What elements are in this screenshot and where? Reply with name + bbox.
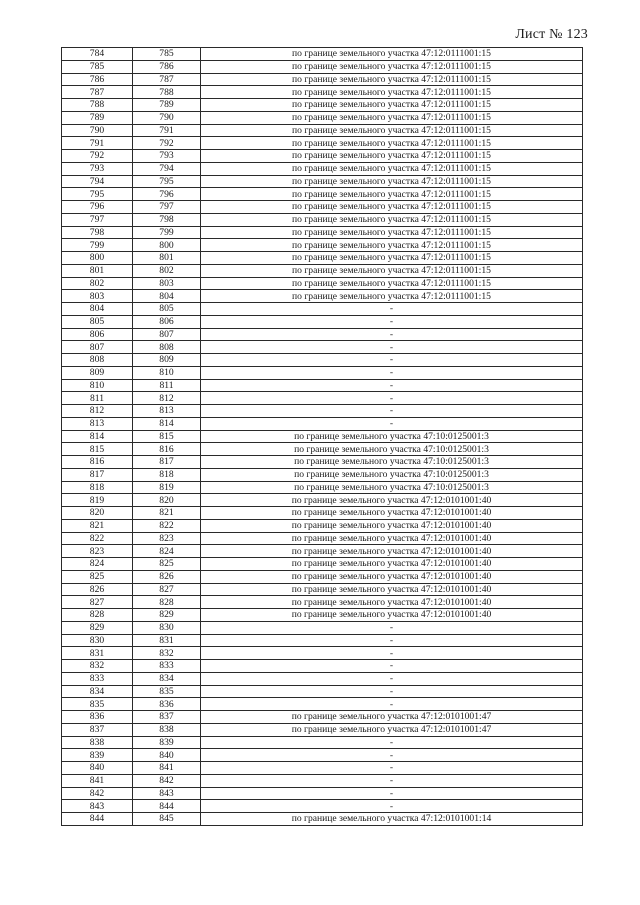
table-row [62,672,583,685]
boundary-description-cell: - [201,774,583,787]
table-row [62,532,583,545]
table-row [62,99,583,112]
boundary-description-cell: по границе земельного участка 47:12:0111001:15 [201,264,583,277]
table-row [62,150,583,163]
boundary-description-cell: по границе земельного участка 47:12:0111001:15 [201,60,583,73]
table-row [62,226,583,239]
point-from-cell: 790 [62,124,133,137]
boundary-description-cell: по границе земельного участка 47:10:0125001:3 [201,456,583,469]
point-to-cell: 788 [133,86,201,99]
boundary-description-cell: - [201,621,583,634]
point-to-cell: 845 [133,813,201,826]
point-to-cell: 821 [133,507,201,520]
point-from-cell: 821 [62,519,133,532]
boundary-description-cell: по границе земельного участка 47:12:0111001:15 [201,290,583,303]
table-row [62,621,583,634]
table-row [62,60,583,73]
table-row [62,660,583,673]
table-row [62,558,583,571]
point-from-cell: 820 [62,507,133,520]
point-to-cell: 791 [133,124,201,137]
point-to-cell: 810 [133,366,201,379]
point-from-cell: 794 [62,175,133,188]
table-row [62,787,583,800]
point-from-cell: 842 [62,787,133,800]
table-row [62,201,583,214]
table-row [62,634,583,647]
boundary-description-cell: - [201,328,583,341]
table-row [62,545,583,558]
point-from-cell: 808 [62,354,133,367]
point-to-cell: 812 [133,392,201,405]
point-from-cell: 789 [62,111,133,124]
table-row [62,73,583,86]
point-from-cell: 795 [62,188,133,201]
table-row [62,749,583,762]
point-from-cell: 828 [62,609,133,622]
table-row [62,430,583,443]
point-from-cell: 784 [62,48,133,61]
table-row [62,264,583,277]
point-to-cell: 794 [133,162,201,175]
boundary-description-cell: по границе земельного участка 47:12:0111001:15 [201,277,583,290]
table-row [62,328,583,341]
boundary-description-cell: - [201,762,583,775]
table-row [62,494,583,507]
point-from-cell: 832 [62,660,133,673]
boundary-description-cell: - [201,417,583,430]
point-to-cell: 829 [133,609,201,622]
boundary-description-cell: - [201,366,583,379]
table-row [62,507,583,520]
point-from-cell: 800 [62,252,133,265]
boundary-description-cell: по границе земельного участка 47:12:0111001:15 [201,239,583,252]
table-row [62,596,583,609]
point-to-cell: 820 [133,494,201,507]
table-row [62,417,583,430]
point-from-cell: 799 [62,239,133,252]
point-to-cell: 827 [133,583,201,596]
point-from-cell: 825 [62,570,133,583]
boundary-description-cell: - [201,379,583,392]
point-from-cell: 833 [62,672,133,685]
point-from-cell: 812 [62,405,133,418]
boundary-description-cell: - [201,354,583,367]
boundary-description-cell: по границе земельного участка 47:12:0111001:15 [201,201,583,214]
point-from-cell: 843 [62,800,133,813]
table-row [62,213,583,226]
point-from-cell: 813 [62,417,133,430]
table-row [62,379,583,392]
point-to-cell: 795 [133,175,201,188]
point-to-cell: 814 [133,417,201,430]
boundary-description-cell: по границе земельного участка 47:12:0101001:47 [201,723,583,736]
boundary-description-cell: по границе земельного участка 47:12:0111001:15 [201,226,583,239]
point-from-cell: 796 [62,201,133,214]
point-to-cell: 803 [133,277,201,290]
point-from-cell: 797 [62,213,133,226]
boundary-description-cell: по границе земельного участка 47:12:0111001:15 [201,86,583,99]
boundary-description-cell: - [201,303,583,316]
point-to-cell: 816 [133,443,201,456]
point-to-cell: 811 [133,379,201,392]
boundary-description-table [61,47,583,826]
table-row [62,468,583,481]
point-from-cell: 809 [62,366,133,379]
table-row [62,162,583,175]
point-from-cell: 806 [62,328,133,341]
point-from-cell: 791 [62,137,133,150]
table-row [62,303,583,316]
point-to-cell: 792 [133,137,201,150]
point-to-cell: 805 [133,303,201,316]
point-to-cell: 787 [133,73,201,86]
boundary-description-cell: по границе земельного участка 47:12:0101001:40 [201,545,583,558]
point-to-cell: 815 [133,430,201,443]
point-from-cell: 839 [62,749,133,762]
point-from-cell: 844 [62,813,133,826]
boundary-description-cell: по границе земельного участка 47:12:0101001:40 [201,519,583,532]
table-row [62,609,583,622]
point-to-cell: 801 [133,252,201,265]
point-to-cell: 844 [133,800,201,813]
boundary-description-cell: по границе земельного участка 47:10:0125001:3 [201,443,583,456]
point-to-cell: 785 [133,48,201,61]
point-from-cell: 804 [62,303,133,316]
boundary-description-cell: - [201,685,583,698]
table-row [62,519,583,532]
boundary-description-cell: по границе земельного участка 47:12:0101001:40 [201,570,583,583]
point-from-cell: 805 [62,315,133,328]
table-row [62,137,583,150]
point-to-cell: 825 [133,558,201,571]
table-row [62,277,583,290]
table-row [62,443,583,456]
point-to-cell: 834 [133,672,201,685]
point-from-cell: 802 [62,277,133,290]
table-row [62,698,583,711]
point-to-cell: 808 [133,341,201,354]
table-row [62,392,583,405]
table-row [62,456,583,469]
point-to-cell: 802 [133,264,201,277]
boundary-description-cell: - [201,698,583,711]
point-from-cell: 787 [62,86,133,99]
point-from-cell: 811 [62,392,133,405]
point-to-cell: 789 [133,99,201,112]
table-row [62,366,583,379]
boundary-description-cell: по границе земельного участка 47:12:0111001:15 [201,137,583,150]
boundary-description-cell: по границе земельного участка 47:12:0111001:15 [201,162,583,175]
point-from-cell: 824 [62,558,133,571]
point-from-cell: 830 [62,634,133,647]
boundary-description-cell: по границе земельного участка 47:12:0101001:40 [201,596,583,609]
point-from-cell: 837 [62,723,133,736]
table-row [62,315,583,328]
table-row [62,762,583,775]
boundary-description-cell: по границе земельного участка 47:12:0111001:15 [201,48,583,61]
point-from-cell: 786 [62,73,133,86]
point-from-cell: 827 [62,596,133,609]
point-to-cell: 817 [133,456,201,469]
boundary-description-cell: - [201,634,583,647]
boundary-description-cell: по границе земельного участка 47:12:0101001:47 [201,711,583,724]
point-from-cell: 818 [62,481,133,494]
point-to-cell: 804 [133,290,201,303]
boundary-description-cell: - [201,800,583,813]
point-to-cell: 822 [133,519,201,532]
table-row [62,175,583,188]
point-from-cell: 810 [62,379,133,392]
point-to-cell: 840 [133,749,201,762]
table-body [62,48,583,826]
point-to-cell: 826 [133,570,201,583]
boundary-description-cell: по границе земельного участка 47:12:0101001:40 [201,583,583,596]
point-from-cell: 816 [62,456,133,469]
table-row [62,481,583,494]
table-row [62,252,583,265]
boundary-description-cell: - [201,647,583,660]
point-from-cell: 822 [62,532,133,545]
table-row [62,48,583,61]
sheet-number: Лист № 123 [515,27,588,42]
point-from-cell: 819 [62,494,133,507]
boundary-description-cell: - [201,749,583,762]
boundary-description-cell: по границе земельного участка 47:12:0101001:14 [201,813,583,826]
point-from-cell: 801 [62,264,133,277]
point-to-cell: 824 [133,545,201,558]
point-from-cell: 834 [62,685,133,698]
point-to-cell: 799 [133,226,201,239]
table-row [62,239,583,252]
boundary-description-cell: по границе земельного участка 47:12:0101001:40 [201,558,583,571]
point-from-cell: 785 [62,60,133,73]
boundary-description-cell: по границе земельного участка 47:12:0111001:15 [201,124,583,137]
point-from-cell: 817 [62,468,133,481]
boundary-description-cell: - [201,392,583,405]
boundary-description-cell: по границе земельного участка 47:12:0101001:40 [201,507,583,520]
table-row [62,354,583,367]
point-from-cell: 815 [62,443,133,456]
point-to-cell: 796 [133,188,201,201]
point-to-cell: 819 [133,481,201,494]
point-to-cell: 807 [133,328,201,341]
point-from-cell: 835 [62,698,133,711]
point-to-cell: 841 [133,762,201,775]
boundary-description-cell: - [201,341,583,354]
boundary-description-cell: по границе земельного участка 47:12:0111001:15 [201,188,583,201]
boundary-description-cell: - [201,315,583,328]
point-to-cell: 830 [133,621,201,634]
point-to-cell: 793 [133,150,201,163]
table-row [62,647,583,660]
point-from-cell: 807 [62,341,133,354]
table-row [62,124,583,137]
table-row [62,111,583,124]
boundary-description-cell: по границе земельного участка 47:12:0111001:15 [201,175,583,188]
point-from-cell: 826 [62,583,133,596]
point-from-cell: 823 [62,545,133,558]
point-to-cell: 797 [133,201,201,214]
point-to-cell: 806 [133,315,201,328]
boundary-description-cell: по границе земельного участка 47:12:0111001:15 [201,73,583,86]
point-to-cell: 798 [133,213,201,226]
point-to-cell: 838 [133,723,201,736]
point-from-cell: 788 [62,99,133,112]
boundary-description-cell: по границе земельного участка 47:12:0101001:40 [201,494,583,507]
point-from-cell: 831 [62,647,133,660]
table-row [62,736,583,749]
boundary-description-cell: по границе земельного участка 47:10:0125001:3 [201,468,583,481]
point-to-cell: 842 [133,774,201,787]
table-row [62,405,583,418]
table-row [62,774,583,787]
boundary-description-cell: по границе земельного участка 47:10:0125001:3 [201,430,583,443]
point-from-cell: 841 [62,774,133,787]
point-to-cell: 835 [133,685,201,698]
table-row [62,711,583,724]
point-to-cell: 833 [133,660,201,673]
boundary-description-cell: по границе земельного участка 47:12:0111001:15 [201,213,583,226]
boundary-description-cell: по границе земельного участка 47:12:0111001:15 [201,99,583,112]
point-from-cell: 838 [62,736,133,749]
point-to-cell: 790 [133,111,201,124]
boundary-description-cell: по границе земельного участка 47:12:0101001:40 [201,609,583,622]
table-row [62,290,583,303]
point-to-cell: 843 [133,787,201,800]
point-from-cell: 829 [62,621,133,634]
point-to-cell: 786 [133,60,201,73]
table-row [62,723,583,736]
table-row [62,188,583,201]
boundary-description-cell: по границе земельного участка 47:12:0111001:15 [201,252,583,265]
point-from-cell: 798 [62,226,133,239]
point-from-cell: 793 [62,162,133,175]
boundary-description-cell: - [201,660,583,673]
point-from-cell: 792 [62,150,133,163]
table-row [62,583,583,596]
point-to-cell: 837 [133,711,201,724]
boundary-description-cell: - [201,672,583,685]
point-to-cell: 828 [133,596,201,609]
boundary-description-cell: - [201,787,583,800]
table-row [62,800,583,813]
boundary-description-cell: по границе земельного участка 47:12:0101001:40 [201,532,583,545]
table-row [62,86,583,99]
point-to-cell: 813 [133,405,201,418]
point-to-cell: 831 [133,634,201,647]
point-to-cell: 836 [133,698,201,711]
boundary-description-cell: - [201,736,583,749]
table-row [62,685,583,698]
boundary-description-cell: по границе земельного участка 47:12:0111001:15 [201,111,583,124]
point-to-cell: 809 [133,354,201,367]
point-from-cell: 840 [62,762,133,775]
point-to-cell: 832 [133,647,201,660]
point-from-cell: 803 [62,290,133,303]
point-to-cell: 800 [133,239,201,252]
boundary-description-cell: - [201,405,583,418]
point-to-cell: 839 [133,736,201,749]
table-row [62,341,583,354]
point-from-cell: 836 [62,711,133,724]
table-row [62,813,583,826]
table-row [62,570,583,583]
point-to-cell: 823 [133,532,201,545]
boundary-description-cell: по границе земельного участка 47:12:0111001:15 [201,150,583,163]
point-from-cell: 814 [62,430,133,443]
boundary-description-cell: по границе земельного участка 47:10:0125001:3 [201,481,583,494]
point-to-cell: 818 [133,468,201,481]
